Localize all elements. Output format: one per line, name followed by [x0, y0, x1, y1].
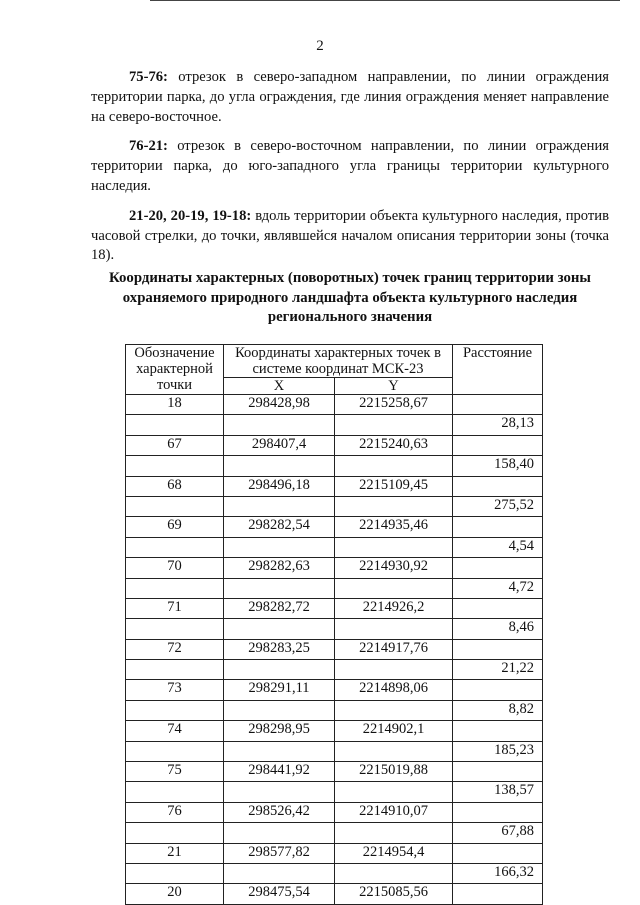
table-body: [126, 395, 543, 905]
point-y: 2214930,92: [335, 558, 453, 578]
point-row: [126, 639, 543, 659]
blank-cell: [335, 578, 453, 598]
blank-cell: [335, 700, 453, 720]
segment-distance: 185,23: [453, 741, 543, 761]
paragraph-label: 75-76:: [129, 69, 168, 85]
point-row: [126, 762, 543, 782]
paragraph-text: отрезок в северо-восточном направлении, по линии ограждения территории парка, до юго-западного угла границы территории культурного наследия.: [91, 138, 609, 194]
segment-distance: 8,82: [453, 700, 543, 720]
segment-distance: 158,40: [453, 456, 543, 476]
header-distance: Расстояние: [453, 345, 543, 395]
distance-blank: [453, 517, 543, 537]
heading-line: Координаты характерных (поворотных) точек границ территории зоны: [109, 270, 591, 286]
paragraph-text: отрезок в северо-западном направлении, по линии ограждения территории парка, до угла ограждения, где линия ограждения меняет направление на северо-восточное.: [91, 69, 609, 125]
point-x: 298441,92: [224, 762, 335, 782]
segment-distance: 21,22: [453, 660, 543, 680]
distance-blank: [453, 435, 543, 455]
distance-row: [126, 537, 543, 557]
top-rule: [150, 0, 620, 1]
distance-row: [126, 782, 543, 802]
point-id: 70: [126, 558, 224, 578]
point-id: 76: [126, 802, 224, 822]
distance-row: [126, 700, 543, 720]
point-x: 298428,98: [224, 395, 335, 415]
point-y: 2215085,56: [335, 884, 453, 904]
point-y: 2214926,2: [335, 598, 453, 618]
blank-cell: [224, 782, 335, 802]
point-x: 298298,95: [224, 721, 335, 741]
segment-distance: 138,57: [453, 782, 543, 802]
blank-cell: [335, 823, 453, 843]
point-id: 68: [126, 476, 224, 496]
point-y: 2214898,06: [335, 680, 453, 700]
coordinates-table: [125, 344, 543, 905]
header-y: Y: [335, 378, 453, 395]
distance-blank: [453, 843, 543, 863]
point-y: 2214954,4: [335, 843, 453, 863]
point-id: 21: [126, 843, 224, 863]
distance-row: [126, 660, 543, 680]
distance-row: [126, 415, 543, 435]
blank-cell: [126, 496, 224, 516]
blank-cell: [126, 741, 224, 761]
header-coords: Координаты характерных точек в системе координат МСК-23: [224, 345, 453, 378]
point-y: 2215240,63: [335, 435, 453, 455]
distance-row: [126, 456, 543, 476]
blank-cell: [224, 863, 335, 883]
point-x: 298475,54: [224, 884, 335, 904]
point-x: 298291,11: [224, 680, 335, 700]
blank-cell: [126, 456, 224, 476]
blank-cell: [224, 741, 335, 761]
point-y: 2214902,1: [335, 721, 453, 741]
blank-cell: [335, 660, 453, 680]
distance-blank: [453, 721, 543, 741]
point-id: 67: [126, 435, 224, 455]
point-row: [126, 802, 543, 822]
distance-blank: [453, 680, 543, 700]
segment-distance: 275,52: [453, 496, 543, 516]
point-row: [126, 598, 543, 618]
distance-blank: [453, 598, 543, 618]
point-row: [126, 395, 543, 415]
blank-cell: [224, 823, 335, 843]
point-x: 298407,4: [224, 435, 335, 455]
distance-blank: [453, 558, 543, 578]
point-id: 72: [126, 639, 224, 659]
segment-distance: 28,13: [453, 415, 543, 435]
distance-row: [126, 578, 543, 598]
point-row: [126, 680, 543, 700]
point-id: 20: [126, 884, 224, 904]
blank-cell: [335, 782, 453, 802]
distance-blank: [453, 476, 543, 496]
point-x: 298496,18: [224, 476, 335, 496]
blank-cell: [224, 619, 335, 639]
point-y: 2214917,76: [335, 639, 453, 659]
point-row: [126, 476, 543, 496]
distance-row: [126, 496, 543, 516]
point-row: [126, 435, 543, 455]
point-x: 298526,42: [224, 802, 335, 822]
point-row: [126, 843, 543, 863]
distance-blank: [453, 802, 543, 822]
paragraph-76-21: [91, 137, 609, 196]
point-id: 18: [126, 395, 224, 415]
blank-cell: [224, 496, 335, 516]
paragraph-text: вдоль территории объекта культурного наследия, против часовой стрелки, до точки, являвшейся началом описания территории зоны (точка 18).: [91, 207, 609, 264]
blank-cell: [335, 456, 453, 476]
point-id: 75: [126, 762, 224, 782]
blank-cell: [224, 415, 335, 435]
segment-distance: 67,88: [453, 823, 543, 843]
point-x: 298282,54: [224, 517, 335, 537]
distance-blank: [453, 639, 543, 659]
segment-distance: 8,46: [453, 619, 543, 639]
distance-row: [126, 863, 543, 883]
blank-cell: [335, 741, 453, 761]
point-y: 2214935,46: [335, 517, 453, 537]
blank-cell: [126, 537, 224, 557]
blank-cell: [335, 415, 453, 435]
blank-cell: [335, 537, 453, 557]
distance-row: [126, 823, 543, 843]
point-y: 2214910,07: [335, 802, 453, 822]
header-point: Обозначение характерной точки: [126, 345, 224, 395]
blank-cell: [126, 619, 224, 639]
point-x: 298283,25: [224, 639, 335, 659]
blank-cell: [335, 496, 453, 516]
table-heading: [80, 269, 620, 328]
blank-cell: [126, 823, 224, 843]
body-text: [91, 68, 609, 276]
blank-cell: [126, 578, 224, 598]
point-id: 69: [126, 517, 224, 537]
distance-blank: [453, 884, 543, 904]
page-number: 2: [316, 38, 324, 54]
heading-line: регионального значения: [267, 309, 433, 325]
point-row: [126, 558, 543, 578]
distance-blank: [453, 395, 543, 415]
point-y: 2215019,88: [335, 762, 453, 782]
distance-row: [126, 619, 543, 639]
blank-cell: [224, 456, 335, 476]
point-x: 298282,63: [224, 558, 335, 578]
blank-cell: [224, 578, 335, 598]
point-id: 71: [126, 598, 224, 618]
header-x: X: [224, 378, 335, 395]
blank-cell: [224, 537, 335, 557]
blank-cell: [224, 660, 335, 680]
point-y: 2215258,67: [335, 395, 453, 415]
blank-cell: [126, 863, 224, 883]
blank-cell: [224, 700, 335, 720]
blank-cell: [126, 660, 224, 680]
paragraph-21-18: [91, 207, 609, 266]
point-y: 2215109,45: [335, 476, 453, 496]
heading-line: охраняемого природного ландшафта объекта культурного наследия: [122, 289, 578, 306]
point-row: [126, 721, 543, 741]
segment-distance: 4,72: [453, 578, 543, 598]
segment-distance: 4,54: [453, 537, 543, 557]
point-row: [126, 517, 543, 537]
paragraph-label: 76-21:: [129, 138, 168, 155]
point-row: [126, 884, 543, 904]
blank-cell: [126, 700, 224, 720]
paragraph-75-76: [91, 68, 609, 127]
blank-cell: [335, 619, 453, 639]
point-id: 73: [126, 680, 224, 700]
distance-row: [126, 741, 543, 761]
blank-cell: [126, 415, 224, 435]
blank-cell: [126, 782, 224, 802]
paragraph-label: 21-20, 20-19, 19-18:: [129, 207, 252, 224]
point-x: 298282,72: [224, 598, 335, 618]
point-id: 74: [126, 721, 224, 741]
blank-cell: [335, 863, 453, 883]
point-x: 298577,82: [224, 843, 335, 863]
distance-blank: [453, 762, 543, 782]
segment-distance: 166,32: [453, 863, 543, 883]
